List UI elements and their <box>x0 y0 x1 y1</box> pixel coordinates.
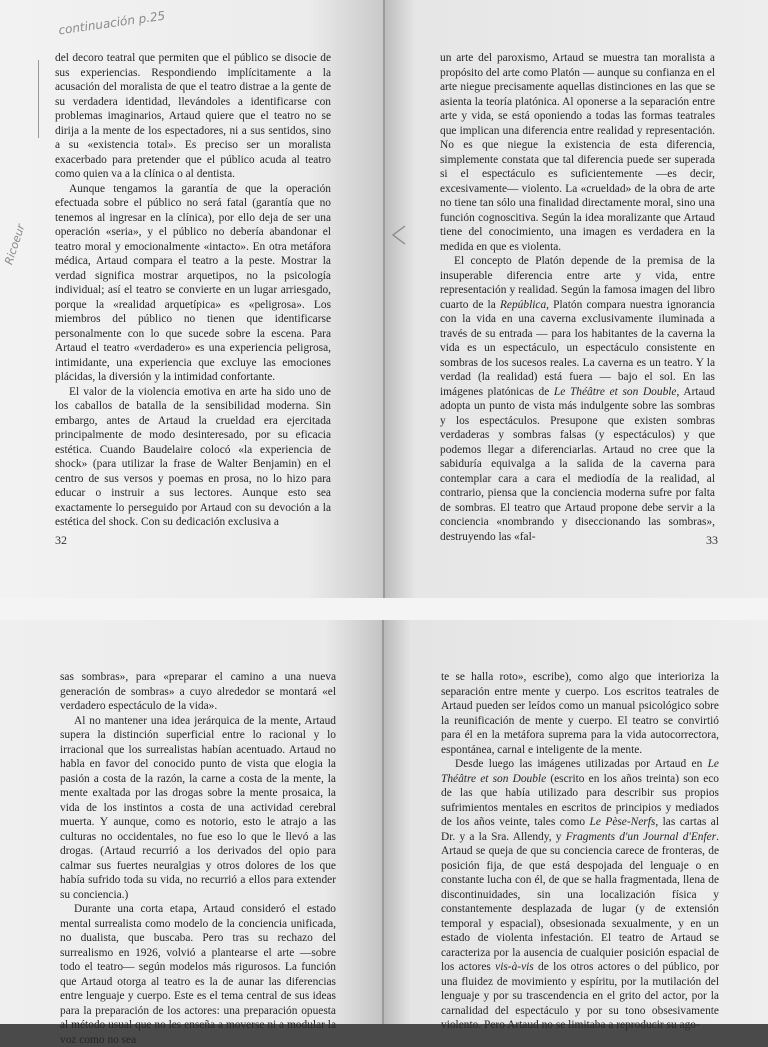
paragraph: sas sombras», para «preparar el camino a una nueva generación de sombras» a cuyo alrededor se montará «el verdadero espectáculo de la vida». <box>60 671 336 712</box>
page-32 <box>0 0 384 598</box>
triangle-margin-mark <box>391 224 407 246</box>
text-run: de los otros actores o del público, por una fluidez de movimiento y espíritu, por la mutilación del lenguaje y por su trascendencia en el grito del actor, por la carnalidad del espectáculo y por su tono obsesivamente violento. Pero Artaud no se limitaba a reproducir su ago- <box>441 961 719 1031</box>
page-35-body <box>441 670 719 1033</box>
paragraph: un arte del paroxismo, Artaud se muestra tan moralista a propósito del arte como Platón — aunque su confianza en el arte niegue precisamente aquellas distinciones en las que se asienta la teoría platónica. Al oponerse a la separación entre arte y vida, se está oponiendo a todas las formas teatrales que implican una diferencia entre realidad y representación. No es que niegue la existencia de esta diferencia, simplemente constata que tal diferencia puede ser superada si el espectáculo es suficientemente —es decir, excesivamente— violento. La «crueldad» de la obra de arte no tiene tan sólo una finalidad directamente moral, sino una función cognoscitiva. Según la idea moralizante que Artaud tiene del conocimiento, una imagen es verdadera en la medida en que es violenta. <box>440 52 715 253</box>
handwritten-side-note: Ricoeur <box>2 222 28 267</box>
paragraph <box>440 254 715 544</box>
page-34-body <box>60 670 336 1047</box>
paragraph: del decoro teatral que permiten que el público se disocie de sus experiencias. Respondiendo implícitamente a la acusación del moralista de que el teatro distrae a la gente de su verdadera identidad, llevándoles a identificarse con problemas imaginarios, Artaud quiere que el teatro no se dirija a la mente de los espectadores, ni a sus sentidos, sino a su «existencia total». Es preciso ser un moralista exacerbado para pretender que el público acuda al teatro como quien va a la clínica o al dentista. <box>55 52 331 180</box>
paragraph: te se halla roto», escribe), como algo que interioriza la separación entre mente y cuerpo. Los escritos teatrales de Artaud pueden ser leídos como un manual psicológico sobre la reunificación de mente y cuerpo. El teatro se convirtió para él en la metáfora suprema para la vida autocorrectora, espontánea, carnal e inteligente de la mente. <box>441 671 719 756</box>
page-35 <box>384 620 768 1031</box>
text-run: El concepto de Platón depende de la premisa de la insuperable diferencia entre arte y vida, entre representación y realidad. Según la famosa imagen del libro cuarto de la <box>440 255 715 311</box>
paragraph: Aunque tengamos la garantía de que la operación efectuada sobre el público no será fatal (garantía que no tenemos al ingresar en la clínica), por ello deja de ser una operación «seria», y el público no debería abandonar el teatro moral y emocionalmente «intacto». En otra metáfora médica, Artaud compara el teatro a la peste. Mostrar la verdad significa mostrar arquetipos, no la psicología individual; así el teatro se convierte en un lugar arriesgado, porque la «realidad arquetípica» es «peligrosa». Los miembros del público no tienen que identificarse personalmente con lo que sucede sobre la escena. Para Artaud el teatro «verdadero» es una experiencia peligrosa, intimidante, una experiencia que excluye las emociones plácidas, la diversión y la intimidad confortante. <box>55 182 331 383</box>
italic-title: Le Théâtre et son Double <box>553 385 677 398</box>
text-run: Desde luego las imágenes utilizadas por Artaud en <box>455 758 708 770</box>
handwritten-note-top: continuación p.25 <box>57 8 166 38</box>
text-run: , las cartas al Dr. y a la Sra. Allendy, y <box>441 816 719 843</box>
page-33-body <box>440 51 715 544</box>
paragraph: El valor de la violencia emotiva en arte ha sido uno de los caballos de batalla de la sensibilidad moderna. Sin embargo, antes de Artaud la crueldad era ejercitada principalmente de modo desinteresado, por su eficacia estética. Cuando Baudelaire colocó «la experiencia de shock» (para utilizar la frase de Walter Benjamin) en el centro de sus versos y poemas en prosa, no lo hizo para educar o instruir a sus lectores. Aunque esto sea exactamente lo perseguido por Artaud con su devoción a la estética del shock. Con su dedicación exclusiva a <box>55 385 331 528</box>
italic-title: Fragments d'un Journal d'Enfer <box>565 830 717 843</box>
text-run: , Platón compara nuestra ignorancia con la vida en una caverna exclusivamente iluminada a través de su entrada — para los habitantes de la caverna la vida es un espectáculo, un espectáculo consistente en sombras de los sucesos reales. La caverna es un teatro. Y la verdad (la realidad) está fuera — bajo el sol. En las imágenes platónicas de <box>440 298 715 398</box>
text-run: , Artaud adopta un punto de vista más indulgente sobre las sombras y los espectáculos. Presupone que existen sombras verdaderas y sombras falsas (y espectáculos) y que podemos llegar a diferenciarlas. Artaud no cree que la sabiduría equivalga a la salida de la caverna para contemplar cara a cara el mediodía de la realidad, al contrario, piensa que la conciencia moderna sufre por falta de sombras. El teatro que Artaud propone debe servir a la conciencia «nombrando y diseccionando las sombras», destruyendo las «fal- <box>440 385 715 543</box>
paragraph <box>441 757 719 1033</box>
italic-phrase: vis-à-vis <box>495 961 534 973</box>
page-34 <box>0 620 382 1046</box>
italic-title: Le Pèse-Nerfs <box>589 816 656 828</box>
book-spread-bottom <box>0 620 768 1046</box>
text-run: . Artaud se queja de que su conciencia carece de fronteras, de posición fija, de que está despojada del lenguaje o en constante lucha con él, de que se halla fragmentada, llena de discontinuidades, sin una localización física y constantemente desplazada de lugar (y de extensión temporal y espacial), obsesionada sexualmente, y en un estado de violenta infestación. El teatro de Artaud se caracteriza por la ausencia de cualquier posición espacial de los actores <box>441 830 719 973</box>
italic-title: Le Théâtre et son Double <box>441 758 719 785</box>
paragraph: Al no mantener una idea jerárquica de la mente, Artaud supera la distinción superficial entre lo racional y lo irracional que los surrealistas habían acentuado. Artaud no habla en favor del conocido punto de vista que elogia la pasión a costa de la razón, la carne a costa de la mente, la mente exaltada por las drogas sobre la mente prosaica, la vida de los instintos a costa de una actividad cerebral muerta. Y aunque, como es notorio, esto le atrajo a las culturas no occidentales, no fue eso lo que le llevó a las drogas. (Artaud recurrió a los derivados del opio para calmar sus fuertes neuralgias y otros dolores de los que había sufrido toda su vida, no recurrió a ellos para extender su conciencia.) <box>60 714 336 901</box>
page-number: 32 <box>55 533 67 547</box>
scan-gap <box>0 598 768 620</box>
page-32-body <box>55 51 331 530</box>
page-number: 33 <box>706 533 718 547</box>
paragraph: Durante una corta etapa, Artaud consideró el estado mental surrealista como modelo de la conciencia unificada, no dualista, que buscaba. Pero tras su rechazo del surrealismo en 1926, volvió a plantearse el arte —sobre todo el teatro— según modelos más rigurosos. La función que Artaud otorga al teatro es la de aunar las diferencias entre lenguaje y cuerpo. Este es el tema central de sus ideas para la preparación de los actores: una preparación opuesta al método usual que no les enseña a moverse ni a modular la voz como no sea <box>60 903 336 1046</box>
text-run: (escrito en los años treinta) son eco de las que había utilizado para describir sus propios sufrimientos mentales en escritos de principios y mediados de los años veinte, tales como <box>441 772 719 828</box>
italic-title: República <box>499 298 547 311</box>
margin-bracket-mark <box>38 60 39 138</box>
page-33 <box>385 0 768 598</box>
